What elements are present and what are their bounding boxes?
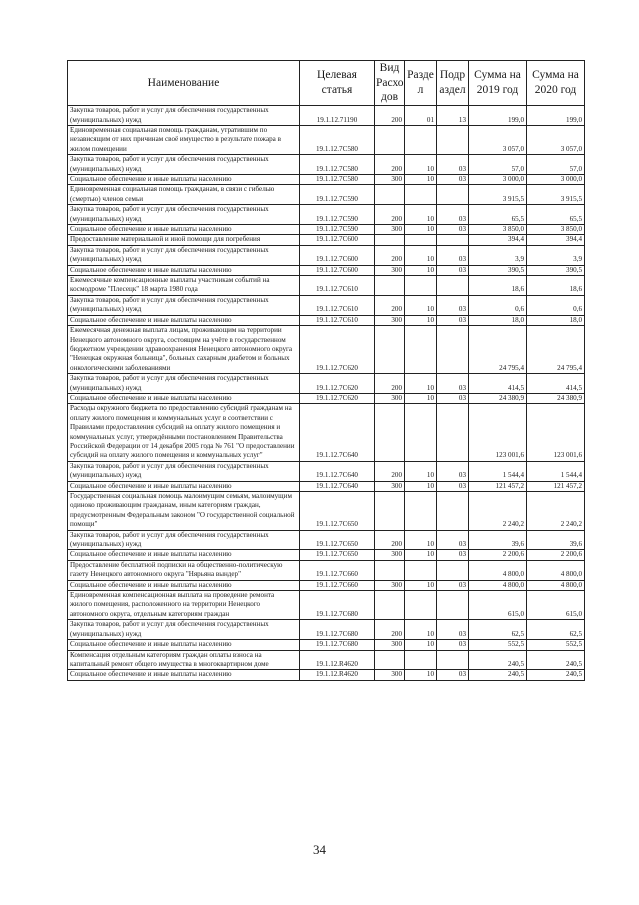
row-target-article-cell: 19.1.12.7С640	[300, 481, 375, 491]
row-target-article-cell: 19.1.12.71190	[300, 106, 375, 126]
row-expense-type-cell: 200	[375, 374, 405, 394]
row-target-article-cell: 19.1.12.R4620	[300, 650, 375, 670]
header-subsection: Подр аздел	[437, 61, 469, 106]
row-section-cell	[405, 591, 437, 620]
table-row	[68, 155, 585, 175]
row-section-cell	[405, 560, 437, 580]
row-expense-type-cell: 200	[375, 620, 405, 640]
row-subsection-cell	[437, 404, 469, 461]
table-row	[68, 670, 585, 680]
row-section-cell	[405, 650, 437, 670]
row-subsection-cell	[437, 560, 469, 580]
row-subsection-cell: 03	[437, 640, 469, 650]
row-expense-type-cell: 300	[375, 175, 405, 185]
row-section-cell	[405, 276, 437, 296]
row-section-cell: 10	[405, 374, 437, 394]
row-expense-type-cell	[375, 650, 405, 670]
row-subsection-cell	[437, 650, 469, 670]
row-sum-2019-cell: 1 544,4	[469, 461, 527, 481]
row-sum-2019-cell: 4 800,0	[469, 560, 527, 580]
row-section-cell	[405, 492, 437, 531]
row-name-cell: Единовременная социальная помощь гражданам, в связи с гибелью (смертью) членов семьи	[68, 185, 300, 205]
row-sum-2019-cell: 394,4	[469, 235, 527, 245]
header-name: Наименование	[68, 61, 300, 106]
row-subsection-cell	[437, 235, 469, 245]
row-sum-2019-cell: 4 800,0	[469, 580, 527, 590]
row-section-cell: 10	[405, 175, 437, 185]
row-sum-2020-cell: 57,0	[527, 155, 585, 175]
table-row	[68, 125, 585, 154]
row-target-article-cell: 19.1.12.7С620	[300, 374, 375, 394]
row-sum-2020-cell: 199,0	[527, 106, 585, 126]
row-sum-2020-cell: 3 850,0	[527, 225, 585, 235]
table-row	[68, 393, 585, 403]
row-name-cell: Единовременная компенсационная выплата на проведение ремонта жилого помещения, расположенного на территории Ненецкого автономного округа, отдельным категориям граждан	[68, 591, 300, 620]
row-target-article-cell: 19.1.12.7С600	[300, 245, 375, 265]
row-sum-2019-cell: 3,9	[469, 245, 527, 265]
row-sum-2019-cell: 0,6	[469, 295, 527, 315]
row-expense-type-cell	[375, 276, 405, 296]
row-subsection-cell: 03	[437, 374, 469, 394]
header-sum-2020: Сумма на 2020 год	[527, 61, 585, 106]
row-sum-2019-cell: 3 000,0	[469, 175, 527, 185]
row-sum-2019-cell: 240,5	[469, 670, 527, 680]
row-subsection-cell: 03	[437, 225, 469, 235]
row-name-cell: Закупка товаров, работ и услуг для обеспечения государственных (муниципальных) нужд	[68, 530, 300, 550]
row-sum-2019-cell: 2 200,6	[469, 550, 527, 560]
row-name-cell: Социальное обеспечение и иные выплаты населению	[68, 640, 300, 650]
row-expense-type-cell: 200	[375, 530, 405, 550]
table-row	[68, 492, 585, 531]
row-expense-type-cell: 200	[375, 155, 405, 175]
table-row	[68, 225, 585, 235]
row-subsection-cell: 03	[437, 461, 469, 481]
row-expense-type-cell	[375, 404, 405, 461]
row-target-article-cell: 19.1.12.7С680	[300, 591, 375, 620]
row-expense-type-cell: 200	[375, 295, 405, 315]
row-sum-2020-cell: 18,0	[527, 315, 585, 325]
row-target-article-cell: 19.1.12.7С640	[300, 461, 375, 481]
row-subsection-cell: 03	[437, 530, 469, 550]
row-expense-type-cell: 200	[375, 205, 405, 225]
row-sum-2019-cell: 65,5	[469, 205, 527, 225]
row-sum-2019-cell: 3 915,5	[469, 185, 527, 205]
row-subsection-cell: 03	[437, 481, 469, 491]
row-sum-2019-cell: 390,5	[469, 265, 527, 275]
row-name-cell: Закупка товаров, работ и услуг для обеспечения государственных (муниципальных) нужд	[68, 461, 300, 481]
row-name-cell: Компенсация отдельным категориям граждан оплаты взноса на капитальный ремонт общего имущества в многоквартирном доме	[68, 650, 300, 670]
table-row	[68, 276, 585, 296]
row-section-cell: 10	[405, 580, 437, 590]
table-row	[68, 461, 585, 481]
row-target-article-cell: 19.1.12.7С650	[300, 530, 375, 550]
row-target-article-cell: 19.1.12.7С590	[300, 185, 375, 205]
row-target-article-cell: 19.1.12.7С590	[300, 225, 375, 235]
row-subsection-cell: 03	[437, 265, 469, 275]
row-sum-2020-cell: 615,0	[527, 591, 585, 620]
row-target-article-cell: 19.1.12.7С590	[300, 205, 375, 225]
row-name-cell: Расходы окружного бюджета по предоставлению субсидий гражданам на оплату жилого помещения и коммунальных услуг в соответствии с Правилами предоставления субсидий на оплату жилого помещения и коммунальных услуг, утверждёнными постановлением Правительства Российской Федерации от 14 декабря 2005 года № 761 "О предоставлении субсидий на оплату жилого помещения и коммунальных услуг"	[68, 404, 300, 461]
row-sum-2020-cell: 240,5	[527, 650, 585, 670]
row-sum-2019-cell: 18,6	[469, 276, 527, 296]
header-expense-type: Вид Расхо дов	[375, 61, 405, 106]
row-section-cell: 10	[405, 393, 437, 403]
table-row	[68, 550, 585, 560]
row-sum-2019-cell: 24 380,9	[469, 393, 527, 403]
header-section: Разде л	[405, 61, 437, 106]
row-subsection-cell: 03	[437, 550, 469, 560]
row-sum-2020-cell: 3 915,5	[527, 185, 585, 205]
row-name-cell: Социальное обеспечение и иные выплаты населению	[68, 225, 300, 235]
row-target-article-cell: 19.1.12.7С600	[300, 265, 375, 275]
row-subsection-cell	[437, 185, 469, 205]
table-row	[68, 404, 585, 461]
row-target-article-cell: 19.1.12.7С580	[300, 155, 375, 175]
row-subsection-cell: 03	[437, 205, 469, 225]
row-sum-2020-cell: 24 795,4	[527, 326, 585, 374]
row-expense-type-cell: 300	[375, 640, 405, 650]
row-sum-2020-cell: 18,6	[527, 276, 585, 296]
table-row	[68, 326, 585, 374]
row-sum-2020-cell: 0,6	[527, 295, 585, 315]
row-target-article-cell: 19.1.12.7С650	[300, 492, 375, 531]
row-sum-2019-cell: 121 457,2	[469, 481, 527, 491]
row-sum-2020-cell: 240,5	[527, 670, 585, 680]
row-section-cell: 10	[405, 670, 437, 680]
row-expense-type-cell: 300	[375, 315, 405, 325]
table-header-row	[68, 61, 585, 106]
row-sum-2019-cell: 414,5	[469, 374, 527, 394]
row-sum-2019-cell: 552,5	[469, 640, 527, 650]
row-expense-type-cell: 200	[375, 106, 405, 126]
row-sum-2020-cell: 390,5	[527, 265, 585, 275]
row-section-cell	[405, 404, 437, 461]
row-sum-2020-cell: 4 800,0	[527, 580, 585, 590]
row-section-cell: 10	[405, 205, 437, 225]
row-sum-2020-cell: 123 001,6	[527, 404, 585, 461]
row-subsection-cell	[437, 326, 469, 374]
row-target-article-cell: 19.1.12.R4620	[300, 670, 375, 680]
budget-table	[67, 60, 585, 681]
row-expense-type-cell	[375, 591, 405, 620]
row-section-cell: 10	[405, 461, 437, 481]
row-target-article-cell: 19.1.12.7С620	[300, 393, 375, 403]
row-subsection-cell: 03	[437, 295, 469, 315]
row-name-cell: Социальное обеспечение и иные выплаты населению	[68, 315, 300, 325]
row-name-cell: Закупка товаров, работ и услуг для обеспечения государственных (муниципальных) нужд	[68, 205, 300, 225]
row-sum-2020-cell: 3 057,0	[527, 125, 585, 154]
row-sum-2020-cell: 394,4	[527, 235, 585, 245]
row-sum-2020-cell: 414,5	[527, 374, 585, 394]
table-row	[68, 175, 585, 185]
row-subsection-cell: 03	[437, 620, 469, 640]
row-sum-2020-cell: 121 457,2	[527, 481, 585, 491]
row-name-cell: Социальное обеспечение и иные выплаты населению	[68, 481, 300, 491]
row-expense-type-cell: 300	[375, 393, 405, 403]
row-sum-2019-cell: 2 240,2	[469, 492, 527, 531]
row-section-cell: 10	[405, 295, 437, 315]
row-subsection-cell	[437, 591, 469, 620]
row-sum-2020-cell: 3,9	[527, 245, 585, 265]
row-sum-2020-cell: 39,6	[527, 530, 585, 550]
table-row	[68, 580, 585, 590]
row-expense-type-cell: 300	[375, 580, 405, 590]
table-row	[68, 640, 585, 650]
row-name-cell: Социальное обеспечение и иные выплаты населению	[68, 393, 300, 403]
row-target-article-cell: 19.1.12.7С580	[300, 175, 375, 185]
row-name-cell: Закупка товаров, работ и услуг для обеспечения государственных (муниципальных) нужд	[68, 620, 300, 640]
row-section-cell	[405, 125, 437, 154]
row-name-cell: Социальное обеспечение и иные выплаты населению	[68, 670, 300, 680]
table-row	[68, 315, 585, 325]
row-section-cell	[405, 235, 437, 245]
page-number: 34	[313, 842, 326, 857]
row-subsection-cell	[437, 276, 469, 296]
row-sum-2020-cell: 1 544,4	[527, 461, 585, 481]
table-row	[68, 265, 585, 275]
row-section-cell: 10	[405, 640, 437, 650]
table-row	[68, 591, 585, 620]
row-section-cell	[405, 326, 437, 374]
row-section-cell: 01	[405, 106, 437, 126]
row-subsection-cell: 03	[437, 315, 469, 325]
row-section-cell: 10	[405, 265, 437, 275]
row-target-article-cell: 19.1.12.7С680	[300, 640, 375, 650]
row-subsection-cell: 03	[437, 155, 469, 175]
row-expense-type-cell: 300	[375, 550, 405, 560]
row-sum-2019-cell: 3 057,0	[469, 125, 527, 154]
row-target-article-cell: 19.1.12.7С660	[300, 560, 375, 580]
header-sum-2019: Сумма на 2019 год	[469, 61, 527, 106]
row-section-cell: 10	[405, 155, 437, 175]
row-sum-2019-cell: 62,5	[469, 620, 527, 640]
row-expense-type-cell	[375, 185, 405, 205]
row-target-article-cell: 19.1.12.7С600	[300, 235, 375, 245]
row-name-cell: Социальное обеспечение и иные выплаты населению	[68, 175, 300, 185]
row-subsection-cell	[437, 492, 469, 531]
row-name-cell: Закупка товаров, работ и услуг для обеспечения государственных (муниципальных) нужд	[68, 155, 300, 175]
header-target-article: Целевая статья	[300, 61, 375, 106]
row-name-cell: Закупка товаров, работ и услуг для обеспечения государственных (муниципальных) нужд	[68, 374, 300, 394]
row-sum-2020-cell: 3 000,0	[527, 175, 585, 185]
row-sum-2019-cell: 615,0	[469, 591, 527, 620]
row-expense-type-cell: 200	[375, 461, 405, 481]
row-section-cell: 10	[405, 620, 437, 640]
row-sum-2019-cell: 39,6	[469, 530, 527, 550]
row-target-article-cell: 19.1.12.7С580	[300, 125, 375, 154]
row-name-cell: Единовременная социальная помощь гражданам, утратившим по независящим от них причинам своё имущество в результате пожара в жилом помещении	[68, 125, 300, 154]
row-expense-type-cell: 300	[375, 481, 405, 491]
table-row	[68, 106, 585, 126]
table-row	[68, 185, 585, 205]
row-sum-2019-cell: 240,5	[469, 650, 527, 670]
row-subsection-cell: 03	[437, 393, 469, 403]
row-subsection-cell: 03	[437, 670, 469, 680]
row-target-article-cell: 19.1.12.7С650	[300, 550, 375, 560]
row-sum-2019-cell: 123 001,6	[469, 404, 527, 461]
row-sum-2020-cell: 65,5	[527, 205, 585, 225]
row-sum-2019-cell: 24 795,4	[469, 326, 527, 374]
row-section-cell: 10	[405, 550, 437, 560]
table-row	[68, 481, 585, 491]
row-subsection-cell: 03	[437, 245, 469, 265]
row-sum-2019-cell: 3 850,0	[469, 225, 527, 235]
row-name-cell: Ежемесячная денежная выплата лицам, проживающим на территории Ненецкого автономного округа, состоящим на учёте в государственном бюджетном учреждении здравоохранения Ненецкого автономного округа "Ненецкая окружная больница", больных сахарным диабетом и больных онкологическими заболеваниями	[68, 326, 300, 374]
row-name-cell: Социальное обеспечение и иные выплаты населению	[68, 550, 300, 560]
row-name-cell: Социальное обеспечение и иные выплаты населению	[68, 580, 300, 590]
row-name-cell: Социальное обеспечение и иные выплаты населению	[68, 265, 300, 275]
row-section-cell: 10	[405, 530, 437, 550]
row-expense-type-cell	[375, 235, 405, 245]
row-sum-2019-cell: 18,0	[469, 315, 527, 325]
row-name-cell: Предоставление бесплатной подписки на общественно-политическую газету Ненецкого автономного округа "Нярьяна вындер"	[68, 560, 300, 580]
row-name-cell: Закупка товаров, работ и услуг для обеспечения государственных (муниципальных) нужд	[68, 106, 300, 126]
row-expense-type-cell: 300	[375, 265, 405, 275]
table-row	[68, 560, 585, 580]
row-sum-2020-cell: 4 800,0	[527, 560, 585, 580]
table-row	[68, 650, 585, 670]
row-sum-2020-cell: 2 200,6	[527, 550, 585, 560]
row-section-cell	[405, 185, 437, 205]
row-target-article-cell: 19.1.12.7С680	[300, 620, 375, 640]
row-name-cell: Предоставление материальной и иной помощи для погребения	[68, 235, 300, 245]
row-expense-type-cell	[375, 125, 405, 154]
row-sum-2020-cell: 24 380,9	[527, 393, 585, 403]
table-row	[68, 620, 585, 640]
row-sum-2020-cell: 552,5	[527, 640, 585, 650]
row-target-article-cell: 19.1.12.7С610	[300, 295, 375, 315]
row-subsection-cell: 03	[437, 175, 469, 185]
table-row	[68, 295, 585, 315]
row-target-article-cell: 19.1.12.7С640	[300, 404, 375, 461]
row-subsection-cell: 13	[437, 106, 469, 126]
row-expense-type-cell	[375, 492, 405, 531]
row-section-cell: 10	[405, 315, 437, 325]
row-section-cell: 10	[405, 245, 437, 265]
row-target-article-cell: 19.1.12.7С610	[300, 276, 375, 296]
table-row	[68, 235, 585, 245]
row-name-cell: Закупка товаров, работ и услуг для обеспечения государственных (муниципальных) нужд	[68, 245, 300, 265]
row-subsection-cell	[437, 125, 469, 154]
row-expense-type-cell	[375, 326, 405, 374]
table-row	[68, 205, 585, 225]
row-expense-type-cell: 200	[375, 245, 405, 265]
table-row	[68, 530, 585, 550]
row-name-cell: Ежемесячные компенсационные выплаты участникам событий на космодроме "Плесецк" 18 марта 1980 года	[68, 276, 300, 296]
row-section-cell: 10	[405, 481, 437, 491]
row-target-article-cell: 19.1.12.7С620	[300, 326, 375, 374]
table-row	[68, 245, 585, 265]
row-name-cell: Государственная социальная помощь малоимущим семьям, малоимущим одиноко проживающим гражданам, иным категориям граждан, предусмотренным Федеральным законом "О государственной социальной помощи"	[68, 492, 300, 531]
row-expense-type-cell	[375, 560, 405, 580]
row-target-article-cell: 19.1.12.7С660	[300, 580, 375, 590]
table-row	[68, 374, 585, 394]
row-expense-type-cell: 300	[375, 670, 405, 680]
row-name-cell: Закупка товаров, работ и услуг для обеспечения государственных (муниципальных) нужд	[68, 295, 300, 315]
row-expense-type-cell: 300	[375, 225, 405, 235]
row-subsection-cell: 03	[437, 580, 469, 590]
row-target-article-cell: 19.1.12.7С610	[300, 315, 375, 325]
row-sum-2019-cell: 199,0	[469, 106, 527, 126]
table-body	[68, 106, 585, 681]
row-sum-2020-cell: 2 240,2	[527, 492, 585, 531]
row-section-cell: 10	[405, 225, 437, 235]
row-sum-2019-cell: 57,0	[469, 155, 527, 175]
row-sum-2020-cell: 62,5	[527, 620, 585, 640]
